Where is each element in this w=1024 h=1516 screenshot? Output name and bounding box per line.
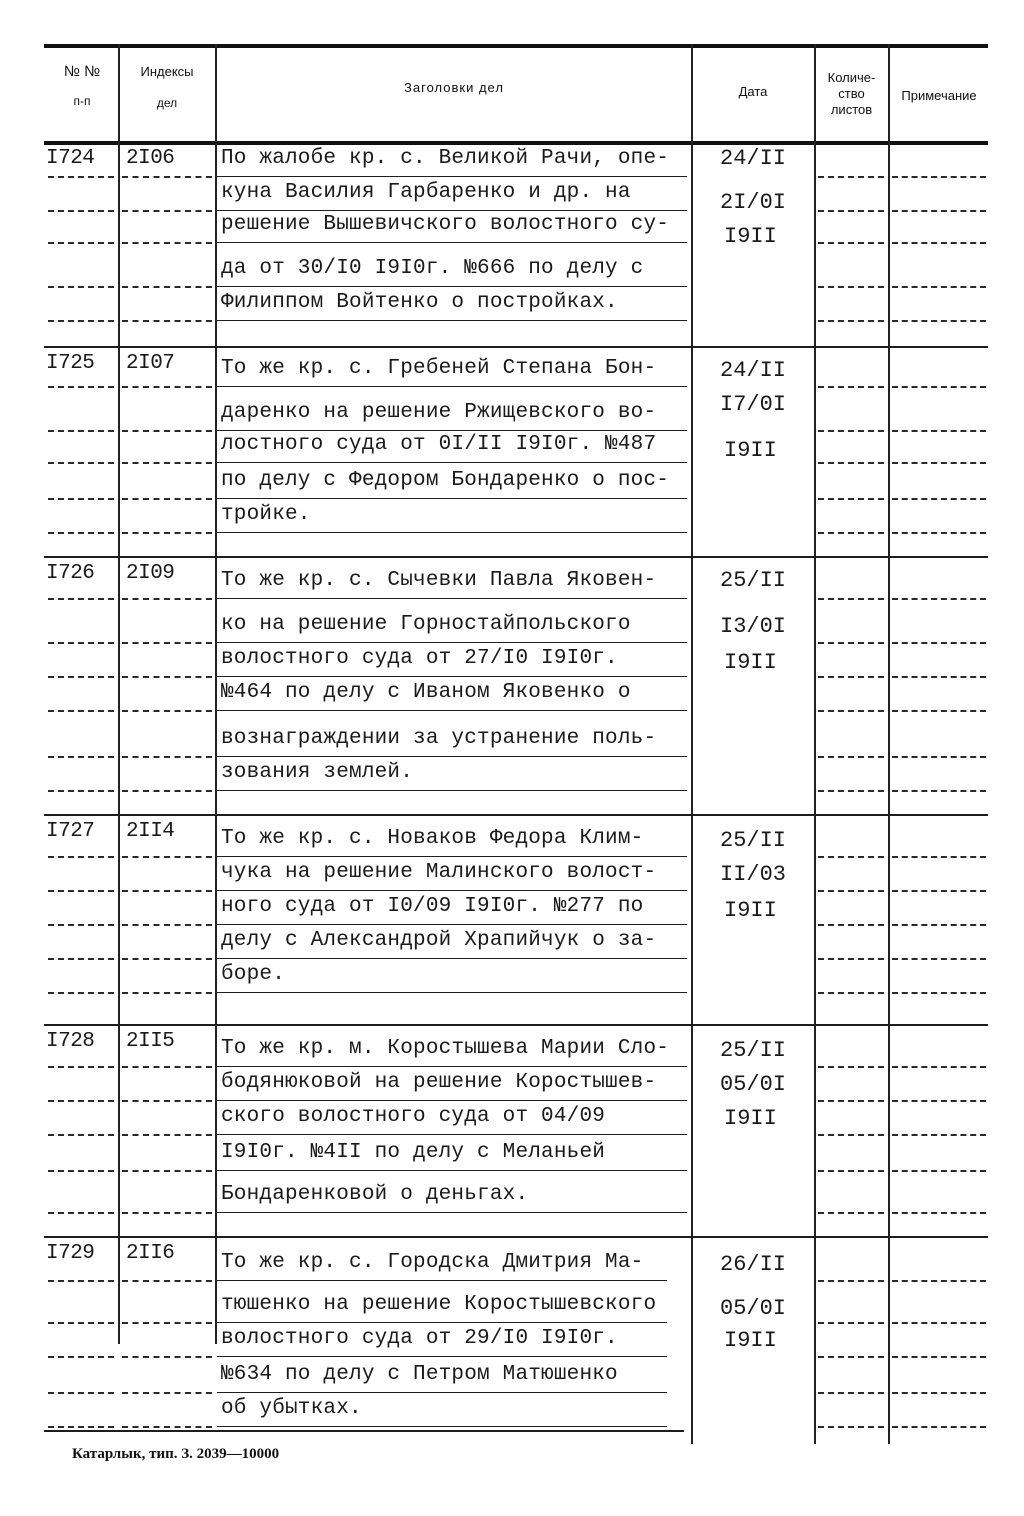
column-divider-num: [118, 44, 120, 1344]
num-column-guide: [48, 642, 114, 644]
record-separator: [44, 814, 988, 816]
sheets-column-guide: [818, 1322, 884, 1324]
sheets-column-guide: [818, 924, 884, 926]
index-column-guide: [122, 386, 212, 388]
note-column-guide: [892, 1066, 986, 1068]
num-column-guide: [48, 598, 114, 600]
record-number: I728: [46, 1030, 95, 1053]
note-column-guide: [892, 210, 986, 212]
title-underline: [217, 286, 687, 287]
header-index-bottom: дел: [156, 96, 178, 110]
num-column-guide: [48, 756, 114, 758]
sheets-column-guide: [818, 756, 884, 758]
record-separator: [44, 1024, 988, 1026]
num-column-guide: [48, 1392, 114, 1394]
record-index: 2II6: [126, 1242, 175, 1265]
record-title-line: зования землей.: [221, 761, 414, 784]
table-bottom-rule: [44, 1430, 684, 1432]
index-column-guide: [122, 992, 212, 994]
num-column-guide: [48, 1356, 114, 1358]
record-title-line: боре.: [221, 963, 286, 986]
index-column-guide: [122, 1426, 212, 1428]
note-column-guide: [892, 430, 986, 432]
index-column-guide: [122, 856, 212, 858]
record-title-line: №634 по делу с Петром Матюшенко: [221, 1363, 618, 1386]
index-column-guide: [122, 756, 212, 758]
record-number: I729: [46, 1242, 95, 1265]
record-title-line: лостного суда от 0I/II I9I0г. №487: [221, 433, 657, 456]
index-column-guide: [122, 532, 212, 534]
record-title-line: ко на решение Горностайпольского: [221, 613, 631, 636]
record-title-line: об убытках.: [221, 1397, 362, 1420]
num-column-guide: [48, 992, 114, 994]
title-underline: [217, 1322, 667, 1323]
record-title-line: решение Вышевичского волостного су-: [221, 213, 670, 236]
record-date: I9II: [724, 650, 777, 675]
sheets-column-guide: [818, 598, 884, 600]
title-underline: [217, 598, 687, 599]
record-title-line: чука на решение Малинского волост-: [221, 861, 657, 884]
num-column-guide: [48, 1100, 114, 1102]
index-column-guide: [122, 176, 212, 178]
note-column-guide: [892, 1170, 986, 1172]
note-column-guide: [892, 676, 986, 678]
index-column-guide: [122, 320, 212, 322]
record-date: I3/0I: [720, 614, 787, 639]
record-number: I726: [46, 562, 95, 585]
title-underline: [217, 386, 687, 387]
record-index: 2I06: [126, 147, 175, 170]
record-title-line: бодянюковой на решение Коростышев-: [221, 1071, 657, 1094]
column-divider-title: [691, 44, 693, 1444]
note-column-guide: [892, 1322, 986, 1324]
num-column-guide: [48, 1322, 114, 1324]
record-date: 2I/0I: [720, 190, 787, 215]
record-title-line: делу с Александрой Храпийчук о за-: [221, 929, 657, 952]
num-column-guide: [48, 176, 114, 178]
sheets-column-guide: [818, 890, 884, 892]
record-index: 2II4: [126, 820, 175, 843]
title-underline: [217, 1170, 687, 1171]
index-column-guide: [122, 890, 212, 892]
title-underline: [217, 1356, 667, 1357]
header-bottom-rule: [44, 141, 988, 145]
note-column-guide: [892, 642, 986, 644]
num-column-guide: [48, 958, 114, 960]
header-sheets-3: листов: [830, 102, 873, 117]
record-title-line: даренко на решение Ржищевского во-: [221, 401, 657, 424]
record-date: 24/II: [720, 146, 787, 171]
note-column-guide: [892, 856, 986, 858]
record-index: 2II5: [126, 1030, 175, 1053]
note-column-guide: [892, 386, 986, 388]
note-column-guide: [892, 890, 986, 892]
num-column-guide: [48, 242, 114, 244]
title-underline: [217, 992, 687, 993]
title-underline: [217, 1426, 667, 1427]
record-title-line: №464 по делу с Иваном Яковенко о: [221, 681, 631, 704]
sheets-column-guide: [818, 462, 884, 464]
index-column-guide: [122, 1212, 212, 1214]
record-date: II/03: [720, 862, 787, 887]
sheets-column-guide: [818, 790, 884, 792]
index-column-guide: [122, 790, 212, 792]
note-column-guide: [892, 710, 986, 712]
column-divider-date: [814, 44, 816, 1444]
header-num-top: № №: [63, 63, 101, 80]
title-underline: [217, 856, 687, 857]
num-column-guide: [48, 710, 114, 712]
title-underline: [217, 676, 687, 677]
index-column-guide: [122, 498, 212, 500]
sheets-column-guide: [818, 1280, 884, 1282]
note-column-guide: [892, 1356, 986, 1358]
num-column-guide: [48, 1134, 114, 1136]
record-title-line: То же кр. м. Коростышева Марии Сло-: [221, 1037, 670, 1060]
note-column-guide: [892, 1134, 986, 1136]
record-date: 05/0I: [720, 1072, 787, 1097]
index-column-guide: [122, 210, 212, 212]
title-underline: [217, 1392, 667, 1393]
index-column-guide: [122, 242, 212, 244]
note-column-guide: [892, 532, 986, 534]
title-underline: [217, 756, 687, 757]
num-column-guide: [48, 856, 114, 858]
num-column-guide: [48, 386, 114, 388]
record-title-line: Бондаренковой о деньгах.: [221, 1183, 529, 1206]
title-underline: [217, 320, 687, 321]
record-title-line: да от 30/I0 I9I0г. №666 по делу с: [221, 257, 644, 280]
record-title-line: То же кр. с. Сычевки Павла Яковен-: [221, 569, 657, 592]
index-column-guide: [122, 642, 212, 644]
title-underline: [217, 890, 687, 891]
sheets-column-guide: [818, 498, 884, 500]
sheets-column-guide: [818, 320, 884, 322]
record-index: 2I07: [126, 352, 175, 375]
record-title-line: По жалобе кр. с. Великой Рачи, опе-: [221, 147, 670, 170]
record-title-line: по делу с Федором Бондаренко о пос-: [221, 469, 670, 492]
record-title-line: тройке.: [221, 503, 311, 526]
sheets-column-guide: [818, 430, 884, 432]
num-column-guide: [48, 924, 114, 926]
sheets-column-guide: [818, 1212, 884, 1214]
record-date: 05/0I: [720, 1296, 787, 1321]
title-underline: [217, 210, 687, 211]
title-underline: [217, 924, 687, 925]
sheets-column-guide: [818, 710, 884, 712]
title-underline: [217, 498, 687, 499]
record-number: I727: [46, 820, 95, 843]
num-column-guide: [48, 1426, 114, 1428]
index-column-guide: [122, 1134, 212, 1136]
record-date: 26/II: [720, 1252, 787, 1277]
record-index: 2I09: [126, 562, 175, 585]
column-divider-index: [215, 44, 217, 1344]
record-date: I9II: [724, 224, 777, 249]
sheets-column-guide: [818, 1134, 884, 1136]
record-date: I9II: [724, 438, 777, 463]
record-title-line: То же кр. с. Городска Дмитрия Ма-: [221, 1251, 644, 1274]
index-column-guide: [122, 1356, 212, 1358]
num-column-guide: [48, 676, 114, 678]
sheets-column-guide: [818, 1426, 884, 1428]
sheets-column-guide: [818, 992, 884, 994]
index-column-guide: [122, 1100, 212, 1102]
index-column-guide: [122, 1392, 212, 1394]
record-title-line: вознаграждении за устранение поль-: [221, 727, 657, 750]
record-date: 25/II: [720, 568, 787, 593]
header-date: Дата: [738, 84, 768, 99]
note-column-guide: [892, 1100, 986, 1102]
note-column-guide: [892, 320, 986, 322]
title-underline: [217, 430, 687, 431]
record-date: 24/II: [720, 358, 787, 383]
index-column-guide: [122, 676, 212, 678]
num-column-guide: [48, 210, 114, 212]
note-column-guide: [892, 242, 986, 244]
header-sheets-1: Количе-: [827, 70, 876, 85]
num-column-guide: [48, 1280, 114, 1282]
record-title-line: То же кр. с. Гребеней Степана Бон-: [221, 357, 657, 380]
sheets-column-guide: [818, 676, 884, 678]
index-column-guide: [122, 710, 212, 712]
record-date: 25/II: [720, 1038, 787, 1063]
sheets-column-guide: [818, 856, 884, 858]
record-separator: [44, 1236, 988, 1238]
note-column-guide: [892, 498, 986, 500]
title-underline: [217, 176, 687, 177]
record-title-line: тюшенко на решение Коростышевского: [221, 1293, 657, 1316]
title-underline: [217, 958, 687, 959]
record-title-line: То же кр. с. Новаков Федора Клим-: [221, 827, 644, 850]
index-column-guide: [122, 1066, 212, 1068]
record-date: I9II: [724, 898, 777, 923]
note-column-guide: [892, 1392, 986, 1394]
record-separator: [44, 346, 988, 348]
record-title-line: ного суда от I0/09 I9I0г. №277 по: [221, 895, 644, 918]
record-date: I9II: [724, 1328, 777, 1353]
note-column-guide: [892, 790, 986, 792]
sheets-column-guide: [818, 1066, 884, 1068]
record-title-line: волостного суда от 29/I0 I9I0г.: [221, 1327, 618, 1350]
printer-footer: Катарлык, тип. З. 2039—10000: [72, 1446, 280, 1462]
note-column-guide: [892, 462, 986, 464]
title-underline: [217, 1134, 687, 1135]
title-underline: [217, 462, 687, 463]
sheets-column-guide: [818, 1356, 884, 1358]
note-column-guide: [892, 1280, 986, 1282]
num-column-guide: [48, 462, 114, 464]
sheets-column-guide: [818, 532, 884, 534]
title-underline: [217, 1212, 687, 1213]
index-column-guide: [122, 924, 212, 926]
title-underline: [217, 1280, 667, 1281]
sheets-column-guide: [818, 386, 884, 388]
record-separator: [44, 556, 988, 558]
title-underline: [217, 1066, 687, 1067]
sheets-column-guide: [818, 642, 884, 644]
title-underline: [217, 532, 687, 533]
note-column-guide: [892, 1212, 986, 1214]
record-title-line: I9I0г. №4II по делу с Меланьей: [221, 1141, 606, 1164]
num-column-guide: [48, 498, 114, 500]
index-column-guide: [122, 958, 212, 960]
sheets-column-guide: [818, 242, 884, 244]
note-column-guide: [892, 598, 986, 600]
title-underline: [217, 790, 687, 791]
num-column-guide: [48, 286, 114, 288]
title-underline: [217, 1100, 687, 1101]
num-column-guide: [48, 320, 114, 322]
record-title-line: Филиппом Войтенко о постройках.: [221, 291, 618, 314]
header-sheets-2: ство: [838, 86, 865, 101]
title-underline: [217, 242, 687, 243]
table-top-rule: [44, 44, 988, 48]
sheets-column-guide: [818, 1392, 884, 1394]
note-column-guide: [892, 286, 986, 288]
sheets-column-guide: [818, 176, 884, 178]
record-date: I9II: [724, 1106, 777, 1131]
record-title-line: куна Василия Гарбаренко и др. на: [221, 181, 631, 204]
index-column-guide: [122, 1280, 212, 1282]
index-column-guide: [122, 1170, 212, 1172]
index-column-guide: [122, 598, 212, 600]
index-column-guide: [122, 286, 212, 288]
sheets-column-guide: [818, 1100, 884, 1102]
record-number: I725: [46, 352, 95, 375]
note-column-guide: [892, 756, 986, 758]
note-column-guide: [892, 924, 986, 926]
num-column-guide: [48, 890, 114, 892]
record-date: 25/II: [720, 828, 787, 853]
header-title: Заголовки дел: [404, 80, 504, 95]
num-column-guide: [48, 1066, 114, 1068]
num-column-guide: [48, 1170, 114, 1172]
header-num-bottom: п-п: [73, 94, 91, 108]
record-title-line: ского волостного суда от 04/09: [221, 1105, 606, 1128]
sheets-column-guide: [818, 958, 884, 960]
record-title-line: волостного суда от 27/I0 I9I0г.: [221, 647, 618, 670]
num-column-guide: [48, 430, 114, 432]
title-underline: [217, 642, 687, 643]
note-column-guide: [892, 176, 986, 178]
num-column-guide: [48, 790, 114, 792]
index-column-guide: [122, 462, 212, 464]
column-divider-sheets: [888, 44, 890, 1444]
index-column-guide: [122, 1322, 212, 1324]
record-date: I7/0I: [720, 392, 787, 417]
sheets-column-guide: [818, 286, 884, 288]
index-column-guide: [122, 430, 212, 432]
note-column-guide: [892, 992, 986, 994]
title-underline: [217, 710, 687, 711]
note-column-guide: [892, 958, 986, 960]
sheets-column-guide: [818, 210, 884, 212]
header-note: Примечание: [901, 88, 977, 103]
record-number: I724: [46, 147, 95, 170]
header-index-top: Индексы: [140, 64, 194, 79]
note-column-guide: [892, 1426, 986, 1428]
sheets-column-guide: [818, 1170, 884, 1172]
num-column-guide: [48, 532, 114, 534]
num-column-guide: [48, 1212, 114, 1214]
